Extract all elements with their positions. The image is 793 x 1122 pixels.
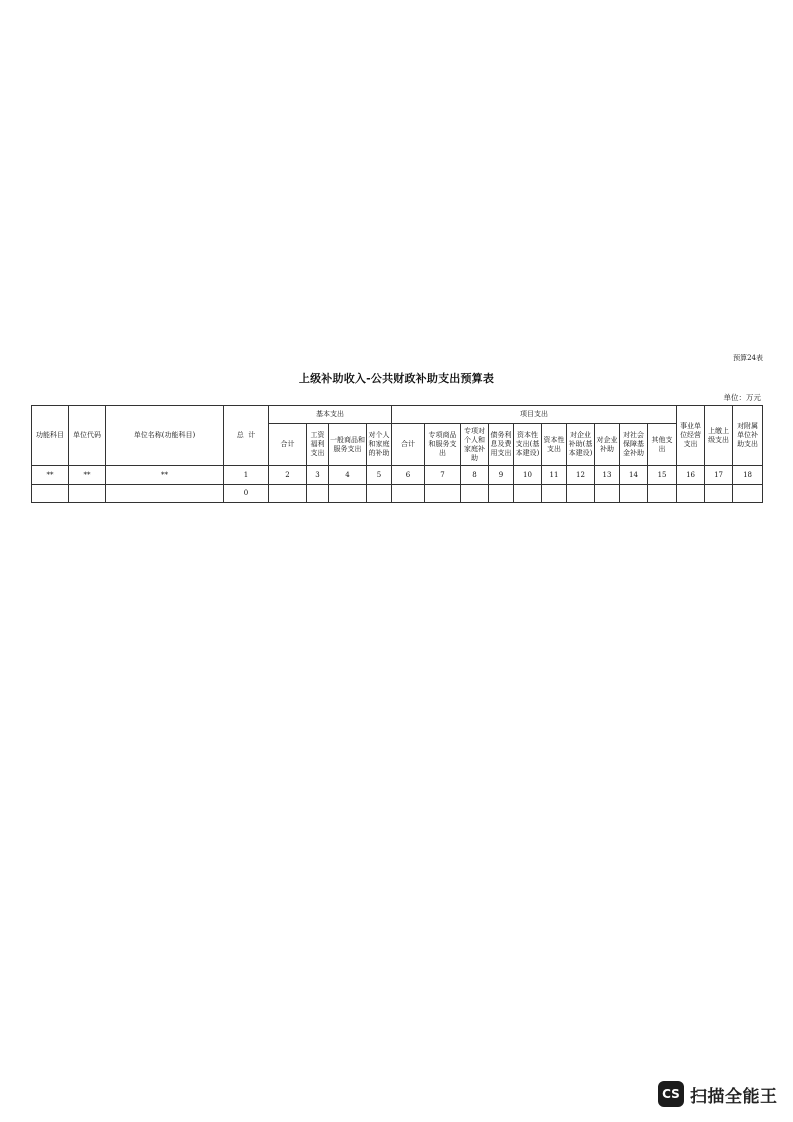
table-number: 预算24表 bbox=[733, 354, 763, 362]
table-cell: 13 bbox=[595, 466, 620, 485]
header-total: 总 计 bbox=[224, 406, 269, 466]
table-cell: 6 bbox=[392, 466, 425, 485]
table-cell: 0 bbox=[224, 485, 269, 503]
table-cell: 10 bbox=[514, 466, 542, 485]
header-other: 其他支出 bbox=[648, 424, 677, 466]
header-basic-total: 合计 bbox=[269, 424, 307, 466]
table-cell: 7 bbox=[425, 466, 461, 485]
header-enterprise: 对企业补助 bbox=[595, 424, 620, 466]
scanner-watermark bbox=[658, 1079, 778, 1109]
index-row bbox=[32, 466, 763, 485]
table-cell: 17 bbox=[705, 466, 733, 485]
table-cell bbox=[595, 485, 620, 503]
table-cell bbox=[461, 485, 489, 503]
header-func-subject: 功能科目 bbox=[32, 406, 69, 466]
table-cell bbox=[677, 485, 705, 503]
table-cell: 16 bbox=[677, 466, 705, 485]
header-debt: 债务利息及费用支出 bbox=[489, 424, 514, 466]
table-cell bbox=[489, 485, 514, 503]
table-cell: ** bbox=[106, 466, 224, 485]
header-project-total: 合计 bbox=[392, 424, 425, 466]
header-social: 对社会保障基金补助 bbox=[620, 424, 648, 466]
header-remit: 上缴上级支出 bbox=[705, 406, 733, 466]
table-cell bbox=[69, 485, 106, 503]
camscanner-logo-icon: CS bbox=[658, 1081, 684, 1107]
table-cell: 12 bbox=[567, 466, 595, 485]
header-basic-expenditure: 基本支出 bbox=[269, 406, 392, 424]
header-unit-code: 单位代码 bbox=[69, 406, 106, 466]
table-cell bbox=[106, 485, 224, 503]
table-cell: 18 bbox=[733, 466, 763, 485]
watermark-text: 扫描全能王 bbox=[690, 1086, 778, 1107]
header-capital-build: 资本性支出(基本建设) bbox=[514, 424, 542, 466]
header-capital: 资本性支出 bbox=[542, 424, 567, 466]
table-cell: 9 bbox=[489, 466, 514, 485]
table-cell: 4 bbox=[329, 466, 367, 485]
table-row bbox=[32, 485, 763, 503]
table-cell bbox=[392, 485, 425, 503]
table-cell bbox=[514, 485, 542, 503]
table-cell bbox=[705, 485, 733, 503]
table-cell bbox=[567, 485, 595, 503]
table-cell bbox=[542, 485, 567, 503]
header-special-individual: 专项对个人和家庭补助 bbox=[461, 424, 489, 466]
table-cell bbox=[269, 485, 307, 503]
table-cell bbox=[32, 485, 69, 503]
table-cell bbox=[425, 485, 461, 503]
table-cell: 1 bbox=[224, 466, 269, 485]
table-cell bbox=[367, 485, 392, 503]
table-cell: 2 bbox=[269, 466, 307, 485]
unit-label: 单位：万元 bbox=[723, 393, 761, 402]
page-title: 上级补助收入-公共财政补助支出预算表 bbox=[298, 372, 495, 385]
budget-table bbox=[31, 405, 763, 503]
table-cell: 14 bbox=[620, 466, 648, 485]
header-goods: 一般商品和服务支出 bbox=[329, 424, 367, 466]
header-affiliated: 对附属单位补助支出 bbox=[733, 406, 763, 466]
header-special-goods: 专项商品和服务支出 bbox=[425, 424, 461, 466]
table-cell bbox=[733, 485, 763, 503]
table-cell bbox=[648, 485, 677, 503]
table-cell: 3 bbox=[307, 466, 329, 485]
header-unit-name: 单位名称(功能科目) bbox=[106, 406, 224, 466]
header-project-expenditure: 项目支出 bbox=[392, 406, 677, 424]
table-cell: 15 bbox=[648, 466, 677, 485]
table-cell: 5 bbox=[367, 466, 392, 485]
table-cell: ** bbox=[32, 466, 69, 485]
table-cell: ** bbox=[69, 466, 106, 485]
table-cell: 8 bbox=[461, 466, 489, 485]
header-enterprise-build: 对企业补助(基本建设) bbox=[567, 424, 595, 466]
header-operation: 事业单位经营支出 bbox=[677, 406, 705, 466]
table-cell bbox=[329, 485, 367, 503]
table-cell: 11 bbox=[542, 466, 567, 485]
table-cell bbox=[620, 485, 648, 503]
header-wage: 工资福利支出 bbox=[307, 424, 329, 466]
table-cell bbox=[307, 485, 329, 503]
header-individual: 对个人和家庭的补助 bbox=[367, 424, 392, 466]
